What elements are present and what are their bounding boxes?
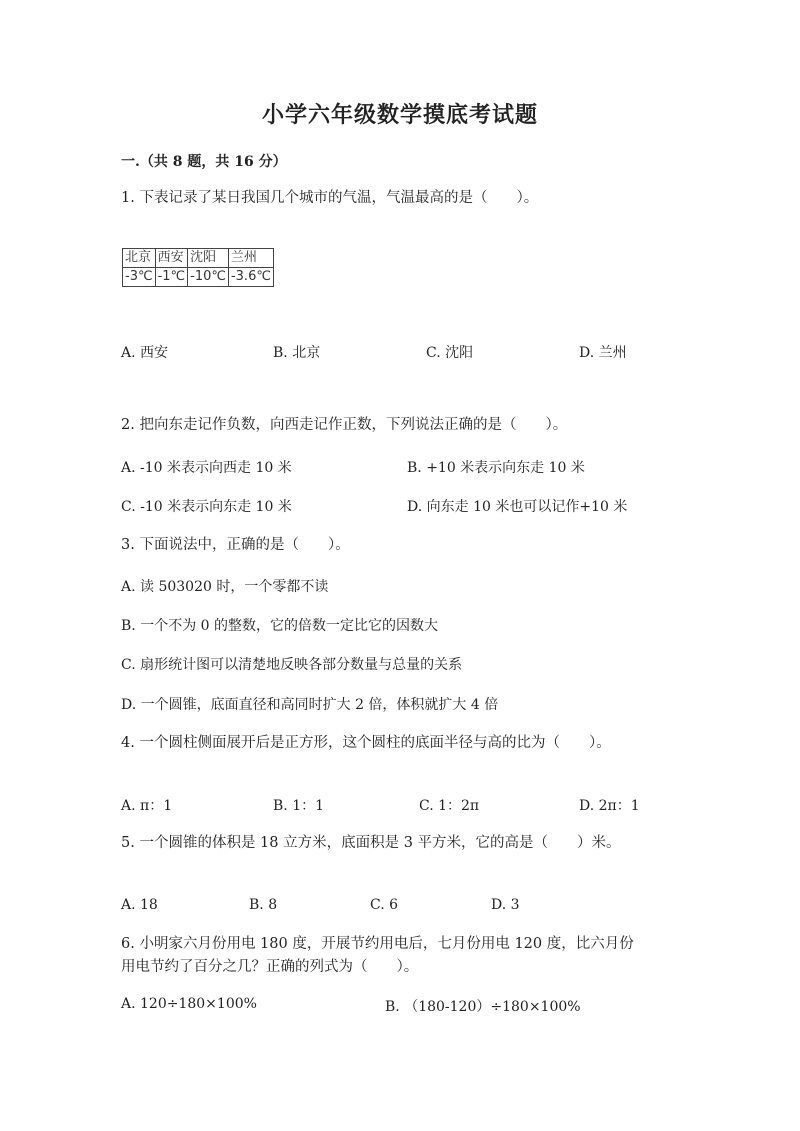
question-1-text: 1. 下表记录了某日我国几个城市的气温，气温最高的是（ ）。 (121, 190, 539, 206)
table-cell: 兰州 (228, 249, 273, 268)
question-6-option-a: A. 120÷180×100% (121, 996, 257, 1012)
question-2-option-d: D. 向东走 10 米也可以记作+10 米 (407, 499, 628, 515)
table-cell: 沈阳 (188, 249, 229, 268)
page-title: 小学六年级数学摸底考试题 (261, 102, 538, 128)
section-heading: 一.（共 8 题，共 16 分） (121, 154, 287, 170)
question-6-option-b: B. （180-120）÷180×100% (385, 999, 581, 1015)
table-row (123, 268, 274, 287)
question-1-option-b: B. 北京 (273, 345, 321, 361)
question-5-text: 5. 一个圆锥的体积是 18 立方米，底面积是 3 平方米，它的高是（ ）米。 (121, 835, 621, 851)
question-4-option-d: D. 2π：1 (579, 798, 640, 814)
question-4-text: 4. 一个圆柱侧面展开后是正方形，这个圆柱的底面半径与高的比为（ ）。 (121, 735, 611, 751)
question-2-option-a: A. -10 米表示向西走 10 米 (121, 460, 292, 476)
table-cell: 北京 (123, 249, 156, 268)
question-3-option-a: A. 读 503020 时，一个零都不读 (121, 579, 329, 595)
question-6-text-line-1: 6. 小明家六月份用电 180 度，开展节约用电后，七月份用电 120 度，比六月份 (121, 936, 634, 952)
temperature-table (122, 248, 274, 287)
question-6-text-line-2: 用电节约了百分之几？正确的列式为（ ）。 (121, 959, 419, 975)
question-3-option-b: B. 一个不为 0 的整数，它的倍数一定比它的因数大 (121, 618, 438, 634)
question-1-option-a: A. 西安 (121, 345, 169, 361)
question-5-option-b: B. 8 (249, 897, 278, 913)
table-row (123, 249, 274, 268)
table-cell: -3℃ (123, 268, 156, 287)
question-4-option-c: C. 1：2π (419, 798, 480, 814)
question-2-option-b: B. +10 米表示向东走 10 米 (407, 460, 585, 476)
question-5-option-a: A. 18 (121, 897, 158, 913)
question-3-text: 3. 下面说法中，正确的是（ ）。 (121, 537, 350, 553)
question-2-option-c: C. -10 米表示向东走 10 米 (121, 499, 292, 515)
table-cell: -3.6℃ (228, 268, 273, 287)
question-3-option-c: C. 扇形统计图可以清楚地反映各部分数量与总量的关系 (121, 657, 463, 673)
table-cell: 西安 (155, 249, 188, 268)
table-cell: -10℃ (188, 268, 229, 287)
question-3-option-d: D. 一个圆锥，底面直径和高同时扩大 2 倍，体积就扩大 4 倍 (121, 697, 499, 713)
question-5-option-d: D. 3 (491, 897, 520, 913)
question-5-option-c: C. 6 (370, 897, 399, 913)
question-1-option-c: C. 沈阳 (426, 345, 474, 361)
question-4-option-b: B. 1：1 (273, 798, 325, 814)
table-cell: -1℃ (155, 268, 188, 287)
question-1-option-d: D. 兰州 (579, 345, 627, 361)
question-2-text: 2. 把向东走记作负数，向西走记作正数，下列说法正确的是（ ）。 (121, 417, 568, 433)
question-4-option-a: A. π：1 (121, 798, 173, 814)
